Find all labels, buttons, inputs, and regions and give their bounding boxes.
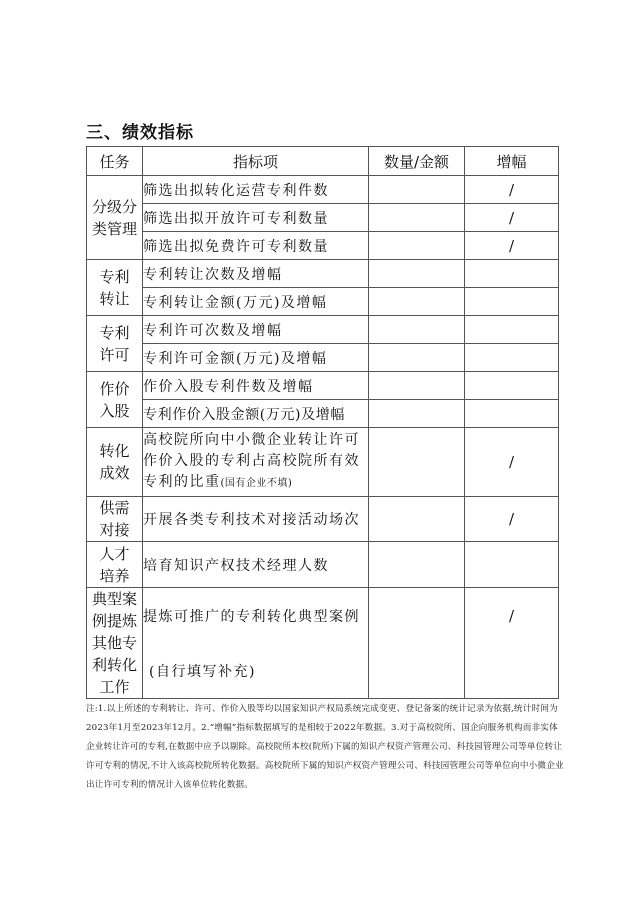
indicator-cell: 作价入股专利件数及增幅 (143, 372, 369, 400)
increase-cell: / (465, 204, 559, 232)
increase-input-cell[interactable] (465, 288, 559, 316)
indicator-cell: 开展各类专利技术对接活动场次 (143, 497, 369, 542)
task-cell: 典型案 例提炼 其他专 利转化 工作 (87, 588, 143, 699)
section-title: 三、绩效指标 (86, 123, 194, 143)
header-indicator: 指标项 (143, 147, 369, 176)
increase-cell: / (465, 497, 559, 542)
table-row (87, 316, 559, 344)
amount-input-cell[interactable] (369, 542, 465, 588)
amount-input-cell[interactable] (369, 288, 465, 316)
increase-input-cell[interactable] (465, 344, 559, 372)
amount-input-cell[interactable] (369, 372, 465, 400)
amount-input-cell[interactable] (369, 232, 465, 260)
indicator-cell: 筛选出拟开放许可专利数量 (143, 204, 369, 232)
increase-input-cell[interactable] (465, 644, 559, 698)
increase-cell: / (465, 176, 559, 204)
table-row (87, 344, 559, 372)
task-cell: 专利 许可 (87, 316, 143, 372)
header-task: 任务 (87, 147, 143, 176)
performance-indicator-table (86, 146, 559, 699)
custom-indicator-input[interactable]: (自行填写补充) (143, 644, 369, 698)
table-row (87, 176, 559, 204)
table-row (87, 232, 559, 260)
amount-input-cell[interactable] (369, 588, 465, 645)
header-increase: 增幅 (465, 147, 559, 176)
task-cell: 作价 入股 (87, 372, 143, 428)
table-row (87, 288, 559, 316)
amount-input-cell[interactable] (369, 204, 465, 232)
task-cell: 专利 转让 (87, 260, 143, 316)
increase-input-cell[interactable] (465, 316, 559, 344)
indicator-cell: 筛选出拟转化运营专利件数 (143, 176, 369, 204)
increase-input-cell[interactable] (465, 260, 559, 288)
task-cell: 转化 成效 (87, 428, 143, 497)
indicator-cell: 专利许可金额(万元)及增幅 (143, 344, 369, 372)
amount-input-cell[interactable] (369, 176, 465, 204)
footnotes: 注:1.以上所述的专利转让、许可、作价入股等均以国家知识产权局系统完成变更、登记备案的统计记录为依据,统计时间为2023年1月至2023年12月。2.“增幅”指标数据填写的是相较于2022年数据。3.对于高校院所、国企向服务机构而非实体企业转让许可的专利,在数据中应予以剔除。高校院所本校(院所)下属的知识产权资产管理公司、科技园管理公司等单位转让许可专利的情况,不计入该高校院所转化数据。高校院所下属的知识产权资产管理公司、科技园管理公司等单位向中小微企业出让许可专利的情况计入该单位转化数据。 (86, 704, 564, 790)
table-row (87, 588, 559, 645)
amount-input-cell[interactable] (369, 400, 465, 428)
amount-input-cell[interactable] (369, 260, 465, 288)
indicator-cell: 高校院所向中小微企业转让许可作价入股的专利占高校院所有效专利的比重(国有企业不填) (143, 428, 369, 497)
amount-input-cell[interactable] (369, 316, 465, 344)
indicator-cell: 专利许可次数及增幅 (143, 316, 369, 344)
indicator-cell: 提炼可推广的专利转化典型案例 (143, 588, 369, 645)
task-cell: 分级分 类管理 (87, 176, 143, 260)
task-cell: 供需 对接 (87, 497, 143, 542)
table-row (87, 428, 559, 497)
table-header-row (87, 147, 559, 176)
increase-cell: / (465, 588, 559, 645)
increase-input-cell[interactable] (465, 542, 559, 588)
indicator-cell: 专利转让金额(万元)及增幅 (143, 288, 369, 316)
indicator-cell: 培育知识产权技术经理人数 (143, 542, 369, 588)
increase-cell: / (465, 428, 559, 497)
increase-cell: / (465, 232, 559, 260)
indicator-cell: 筛选出拟免费许可专利数量 (143, 232, 369, 260)
amount-input-cell[interactable] (369, 497, 465, 542)
amount-input-cell[interactable] (369, 428, 465, 497)
table-row (87, 400, 559, 428)
table-row (87, 204, 559, 232)
indicator-note: (国有企业不填) (220, 478, 293, 489)
increase-input-cell[interactable] (465, 372, 559, 400)
amount-input-cell[interactable] (369, 644, 465, 698)
table-row (87, 372, 559, 400)
indicator-cell: 专利作价入股金额(万元)及增幅 (143, 400, 369, 428)
increase-input-cell[interactable] (465, 400, 559, 428)
table-row (87, 644, 559, 698)
indicator-cell: 专利转让次数及增幅 (143, 260, 369, 288)
table-row (87, 497, 559, 542)
amount-input-cell[interactable] (369, 344, 465, 372)
table-row (87, 260, 559, 288)
header-amount: 数量/金额 (369, 147, 465, 176)
table-row (87, 542, 559, 588)
task-cell: 人才 培养 (87, 542, 143, 588)
